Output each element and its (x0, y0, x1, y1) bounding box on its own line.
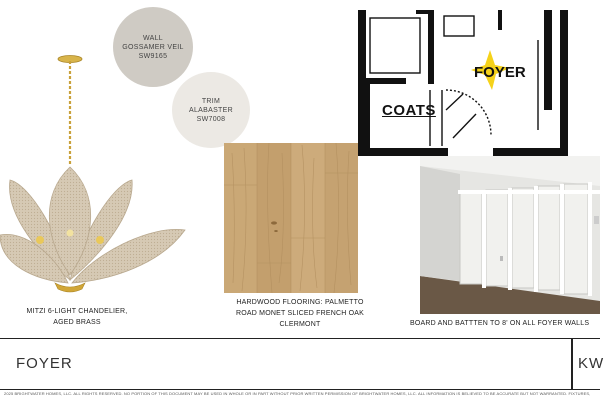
board-batten-caption: BOARD AND BATTTEN TO 8' ON ALL FOYER WALLS (410, 320, 590, 327)
foyer-plan-label: FOYER (474, 64, 526, 81)
trim-swatch-code: SW7008 (196, 115, 226, 123)
chandelier-caption-line2: AGED BRASS (53, 319, 101, 326)
flooring-caption (226, 297, 374, 330)
designer-initials: KW (578, 355, 605, 372)
copyright-footer: 2025 BRIGHTWATER HOMES, LLC. ALL RIGHTS RESERVED. NO PORTION OF THIS DOCUMENT MAY BE USED IN WHOLE OR IN PART WITHOUT PRIOR WRITTEN PERMISSION OF BRIGHTWATER HOMES, LLC. ALL INFORMATION IS BELIEVED TO BE ACCURATE BUT NOT WARRANTED. FIXTURES, (4, 391, 591, 396)
wall-swatch-name: GOSSAMER VEIL (122, 43, 184, 51)
chandelier-image (0, 55, 190, 295)
flooring-caption-line3: CLERMONT (279, 321, 321, 328)
hardwood-flooring-image (224, 143, 358, 293)
board-and-batten-image (420, 156, 600, 314)
chandelier-caption-line1: MITZI 6-LIGHT CHANDELIER, (26, 308, 128, 315)
flooring-caption-line1: HARDWOOD FLOORING: PALMETTO (236, 299, 364, 306)
floor-plan (358, 10, 568, 156)
title-block-divider (571, 338, 573, 389)
chandelier-caption (2, 306, 152, 328)
wall-swatch-label: WALL (142, 34, 163, 42)
wall-swatch-code: SW9165 (138, 52, 168, 60)
room-title: FOYER (16, 355, 73, 372)
floor-plan-drawing (358, 10, 568, 156)
trim-swatch-name: ALABASTER (189, 106, 233, 114)
title-block (0, 338, 600, 390)
trim-swatch-label: TRIM (201, 97, 221, 105)
coats-label: COATS (382, 102, 436, 119)
flooring-caption-line2: ROAD MONET SLICED FRENCH OAK (236, 310, 364, 317)
